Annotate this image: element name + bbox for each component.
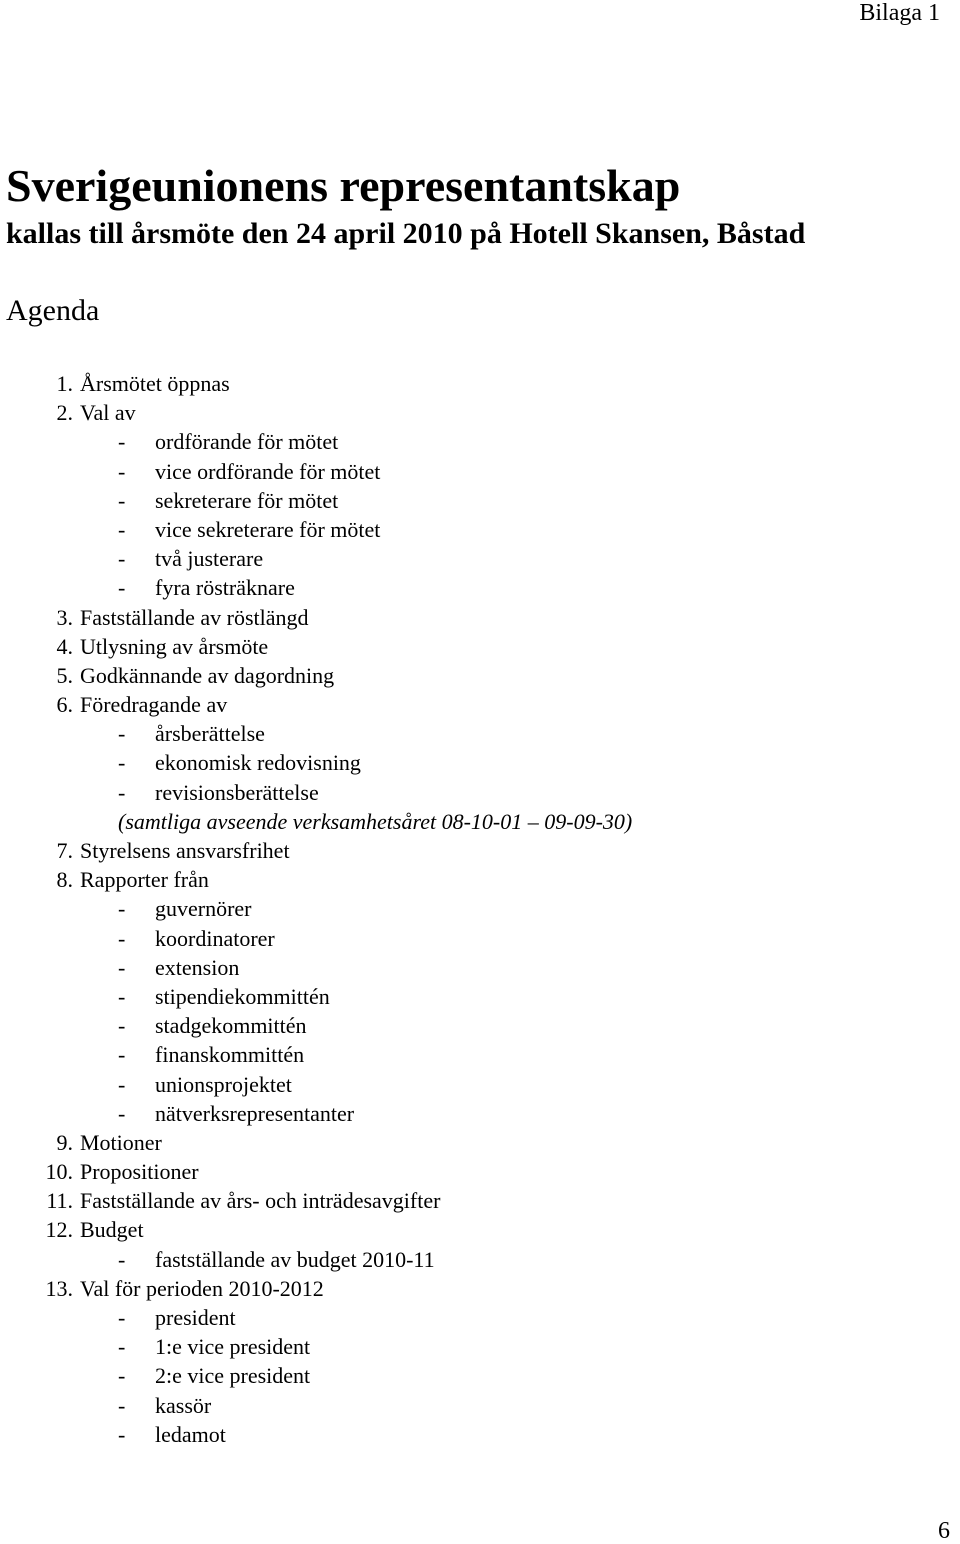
bullet-dash: - — [118, 954, 126, 980]
agenda-subitem — [0, 719, 960, 748]
bullet-dash: - — [118, 487, 126, 513]
agenda-item-text: Val för perioden 2010-2012 — [80, 1275, 324, 1301]
agenda-subitem — [0, 1011, 960, 1040]
bullet-dash: - — [118, 458, 126, 484]
agenda-subitem-text: ekonomisk redovisning — [155, 750, 361, 776]
agenda-subitem — [0, 1332, 960, 1361]
agenda-item-text: Propositioner — [80, 1159, 199, 1185]
agenda-subitem — [0, 515, 960, 544]
agenda-item-text: Val av — [80, 400, 136, 426]
agenda-item-text: Rapporter från — [80, 867, 209, 893]
agenda-item-text: Motioner — [80, 1129, 162, 1155]
agenda-subitem-text: fastställande av budget 2010-11 — [155, 1246, 435, 1272]
agenda-subitem — [0, 1040, 960, 1069]
agenda-subitem-text: koordinatorer — [155, 925, 275, 951]
agenda-subitem — [0, 1361, 960, 1390]
agenda-subitem-text: 2:e vice president — [155, 1363, 311, 1389]
agenda-note: (samtliga avseende verksamhetsåret 08-10-01 – 09-09-30) — [118, 808, 633, 834]
bullet-dash: - — [118, 1246, 126, 1272]
bullet-dash: - — [118, 516, 126, 542]
agenda-item — [0, 661, 960, 690]
agenda-item-number: 4. — [56, 633, 73, 659]
agenda-item — [0, 1186, 960, 1215]
bullet-dash: - — [118, 1421, 126, 1447]
bullet-dash: - — [118, 546, 126, 572]
agenda-subitem — [0, 982, 960, 1011]
bullet-dash: - — [118, 429, 126, 455]
agenda-subitem-text: årsberättelse — [155, 721, 265, 747]
agenda-item — [0, 369, 960, 398]
agenda-item-text: Budget — [80, 1217, 144, 1243]
agenda-item-text: Utlysning av årsmöte — [80, 633, 269, 659]
agenda-subitem — [0, 748, 960, 777]
agenda-item — [0, 603, 960, 632]
bullet-dash: - — [118, 896, 126, 922]
bullet-dash: - — [118, 925, 126, 951]
agenda-item-number: 8. — [56, 867, 73, 893]
agenda-item-text: Fastställande av års- och inträdesavgifter — [80, 1188, 441, 1214]
page-title: Sverigeunionens representantskap — [6, 160, 681, 211]
agenda-item-number: 1. — [56, 371, 73, 396]
agenda-subitem — [0, 544, 960, 573]
agenda-subitem-text: finanskommittén — [155, 1042, 305, 1068]
agenda-subitem — [0, 894, 960, 923]
agenda-item-number: 12. — [45, 1217, 73, 1243]
agenda-subitem — [0, 1070, 960, 1099]
bullet-dash: - — [118, 721, 126, 747]
bullet-dash: - — [118, 1334, 126, 1360]
agenda-item-number: 13. — [45, 1275, 73, 1301]
agenda-item-number: 7. — [56, 838, 73, 863]
agenda-subitem-text: sekreterare för mötet — [155, 487, 339, 513]
agenda-item-number: 3. — [56, 604, 73, 630]
bullet-dash: - — [118, 1305, 126, 1330]
bullet-dash: - — [118, 1013, 126, 1039]
agenda-list — [0, 369, 960, 1449]
agenda-item — [0, 1274, 960, 1303]
agenda-item — [0, 398, 960, 427]
agenda-item — [0, 690, 960, 719]
agenda-subitem — [0, 1245, 960, 1274]
agenda-heading: Agenda — [6, 294, 100, 327]
bullet-dash: - — [118, 1042, 126, 1068]
agenda-subitem — [0, 486, 960, 515]
agenda-subitem-text: guvernörer — [155, 896, 252, 922]
agenda-subitem-text: ordförande för mötet — [155, 429, 339, 455]
bullet-dash: - — [118, 575, 126, 601]
bullet-dash: - — [118, 1392, 126, 1418]
agenda-item-number: 5. — [56, 662, 73, 688]
agenda-item — [0, 836, 960, 865]
agenda-subitem — [0, 778, 960, 807]
agenda-subitem-text: extension — [155, 954, 240, 980]
agenda-subitem — [0, 1303, 960, 1332]
agenda-item-text: Föredragande av — [80, 692, 228, 718]
agenda-item — [0, 1215, 960, 1244]
agenda-subitem-text: vice sekreterare för mötet — [155, 516, 381, 542]
agenda-item-text: Fastställande av röstlängd — [80, 604, 309, 630]
agenda-item-number: 9. — [56, 1129, 73, 1155]
agenda-subitem — [0, 457, 960, 486]
agenda-subitem — [0, 573, 960, 602]
bullet-dash: - — [118, 1100, 126, 1126]
bullet-dash: - — [118, 750, 126, 776]
agenda-subitem-text: två justerare — [155, 546, 264, 572]
agenda-subitem-text: vice ordförande för mötet — [155, 458, 381, 484]
agenda-subitem-text: stadgekommittén — [155, 1013, 307, 1039]
agenda-subitem-text: nätverksrepresentanter — [155, 1100, 355, 1126]
agenda-subitem-text: kassör — [155, 1392, 212, 1418]
page-subtitle: kallas till årsmöte den 24 april 2010 på Hotell Skansen, Båstad — [6, 217, 806, 250]
agenda-item — [0, 1128, 960, 1157]
agenda-subitem — [0, 427, 960, 456]
agenda-item — [0, 865, 960, 894]
agenda-subitem-text: ledamot — [155, 1421, 226, 1447]
agenda-subitem — [0, 924, 960, 953]
agenda-subitem-text: president — [155, 1305, 236, 1330]
agenda-subitem — [0, 953, 960, 982]
agenda-subitem-text: stipendiekommittén — [155, 983, 330, 1009]
agenda-item — [0, 632, 960, 661]
agenda-item-text: Årsmötet öppnas — [80, 371, 230, 396]
agenda-item-text: Godkännande av dagordning — [80, 662, 335, 688]
bullet-dash: - — [118, 983, 126, 1009]
agenda-subitem — [0, 1099, 960, 1128]
agenda-item-number: 10. — [45, 1159, 73, 1185]
agenda-subitem — [0, 1391, 960, 1420]
agenda-item — [0, 1157, 960, 1186]
page-number: 6 — [938, 1518, 950, 1544]
agenda-subitem-text: unionsprojektet — [155, 1071, 292, 1097]
bullet-dash: - — [118, 1071, 126, 1097]
appendix-label: Bilaga 1 — [859, 0, 940, 26]
agenda-subitem-text: 1:e vice president — [155, 1334, 311, 1360]
bullet-dash: - — [118, 779, 126, 805]
agenda-subitem — [0, 1420, 960, 1449]
agenda-item-number: 2. — [56, 400, 73, 426]
bullet-dash: - — [118, 1363, 126, 1389]
agenda-note-row — [0, 807, 960, 836]
agenda-item-text: Styrelsens ansvarsfrihet — [80, 838, 290, 863]
agenda-item-number: 6. — [56, 692, 73, 718]
agenda-item-number: 11. — [46, 1188, 73, 1214]
agenda-subitem-text: revisionsberättelse — [155, 779, 319, 805]
agenda-subitem-text: fyra rösträknare — [155, 575, 295, 601]
